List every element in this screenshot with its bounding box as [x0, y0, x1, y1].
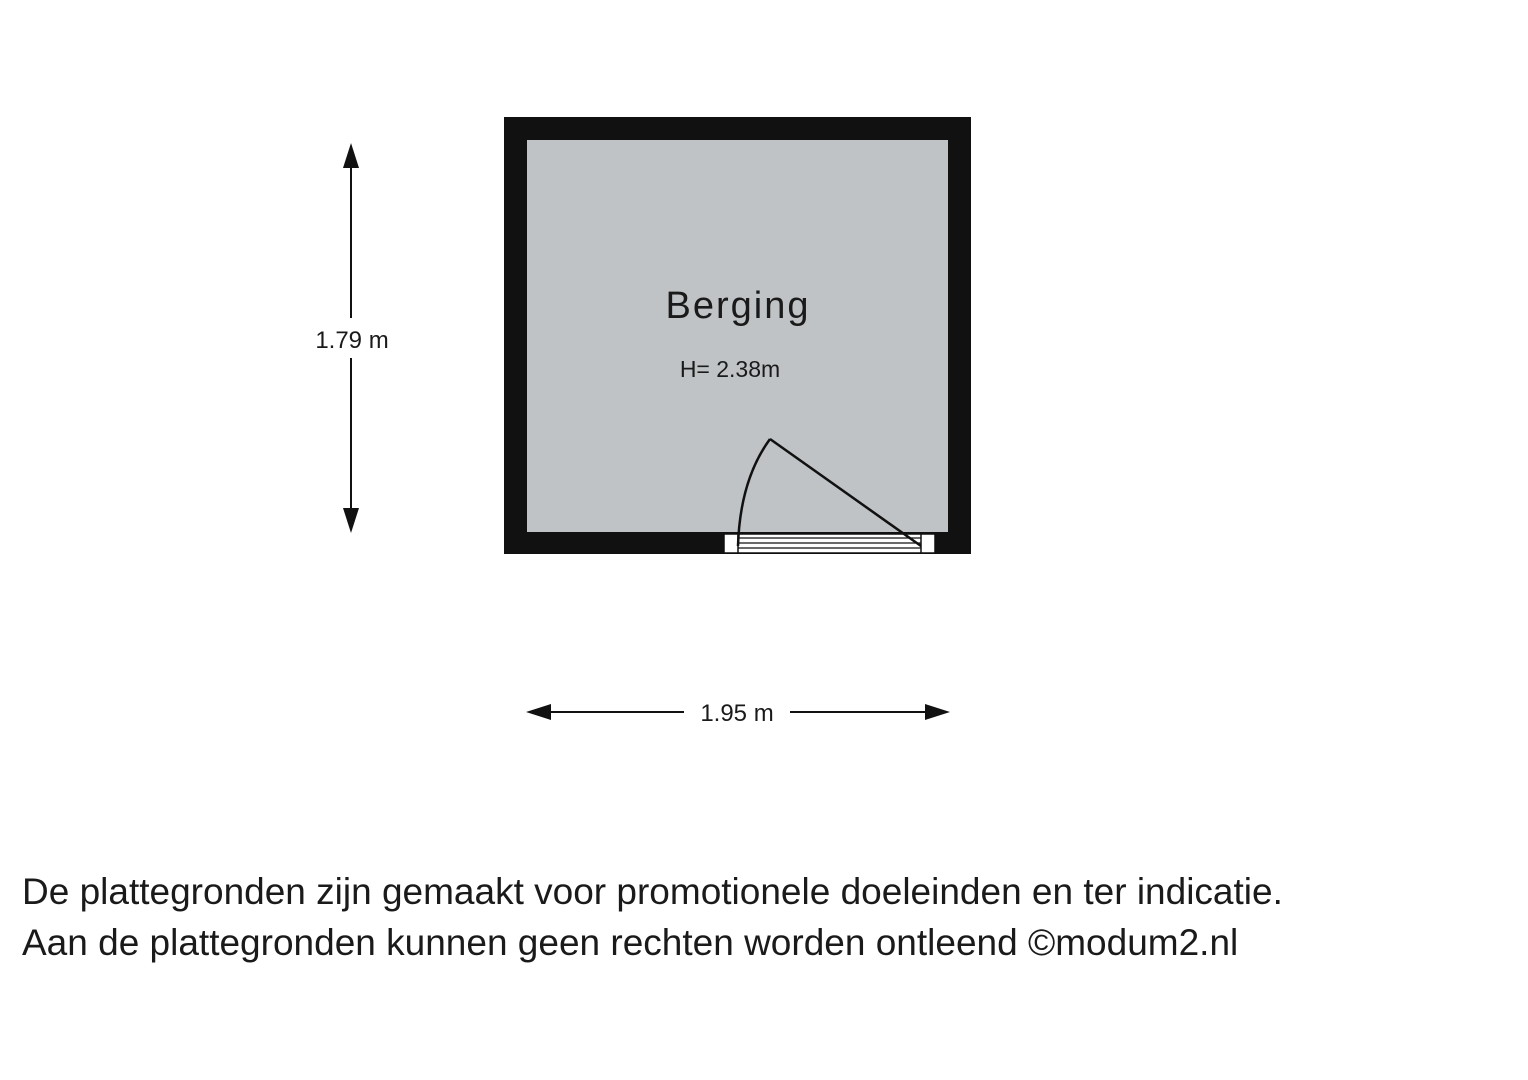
disclaimer-line-2: Aan de plattegronden kunnen geen rechten worden ontleend ©modum2.nl: [22, 922, 1239, 963]
horizontal-dimension: [526, 700, 950, 727]
arrow-left-icon: [526, 704, 551, 720]
room-name: Berging: [665, 285, 811, 327]
arrow-right-icon: [925, 704, 950, 720]
room-height: H= 2.38m: [679, 356, 781, 382]
disclaimer-line-1: De plattegronden zijn gemaakt voor promotionele doeleinden en ter indicatie.: [22, 871, 1283, 912]
horizontal-dimension-label: 1.95 m: [700, 700, 774, 727]
arrow-down-icon: [343, 508, 359, 533]
vertical-dimension: [315, 143, 388, 533]
room-floor: [527, 140, 948, 532]
disclaimer: [22, 866, 1522, 968]
arrow-up-icon: [343, 143, 359, 168]
door-jamb-right: [921, 534, 935, 553]
door-jamb-left: [724, 534, 738, 553]
vertical-dimension-label: 1.79 m: [315, 327, 389, 354]
